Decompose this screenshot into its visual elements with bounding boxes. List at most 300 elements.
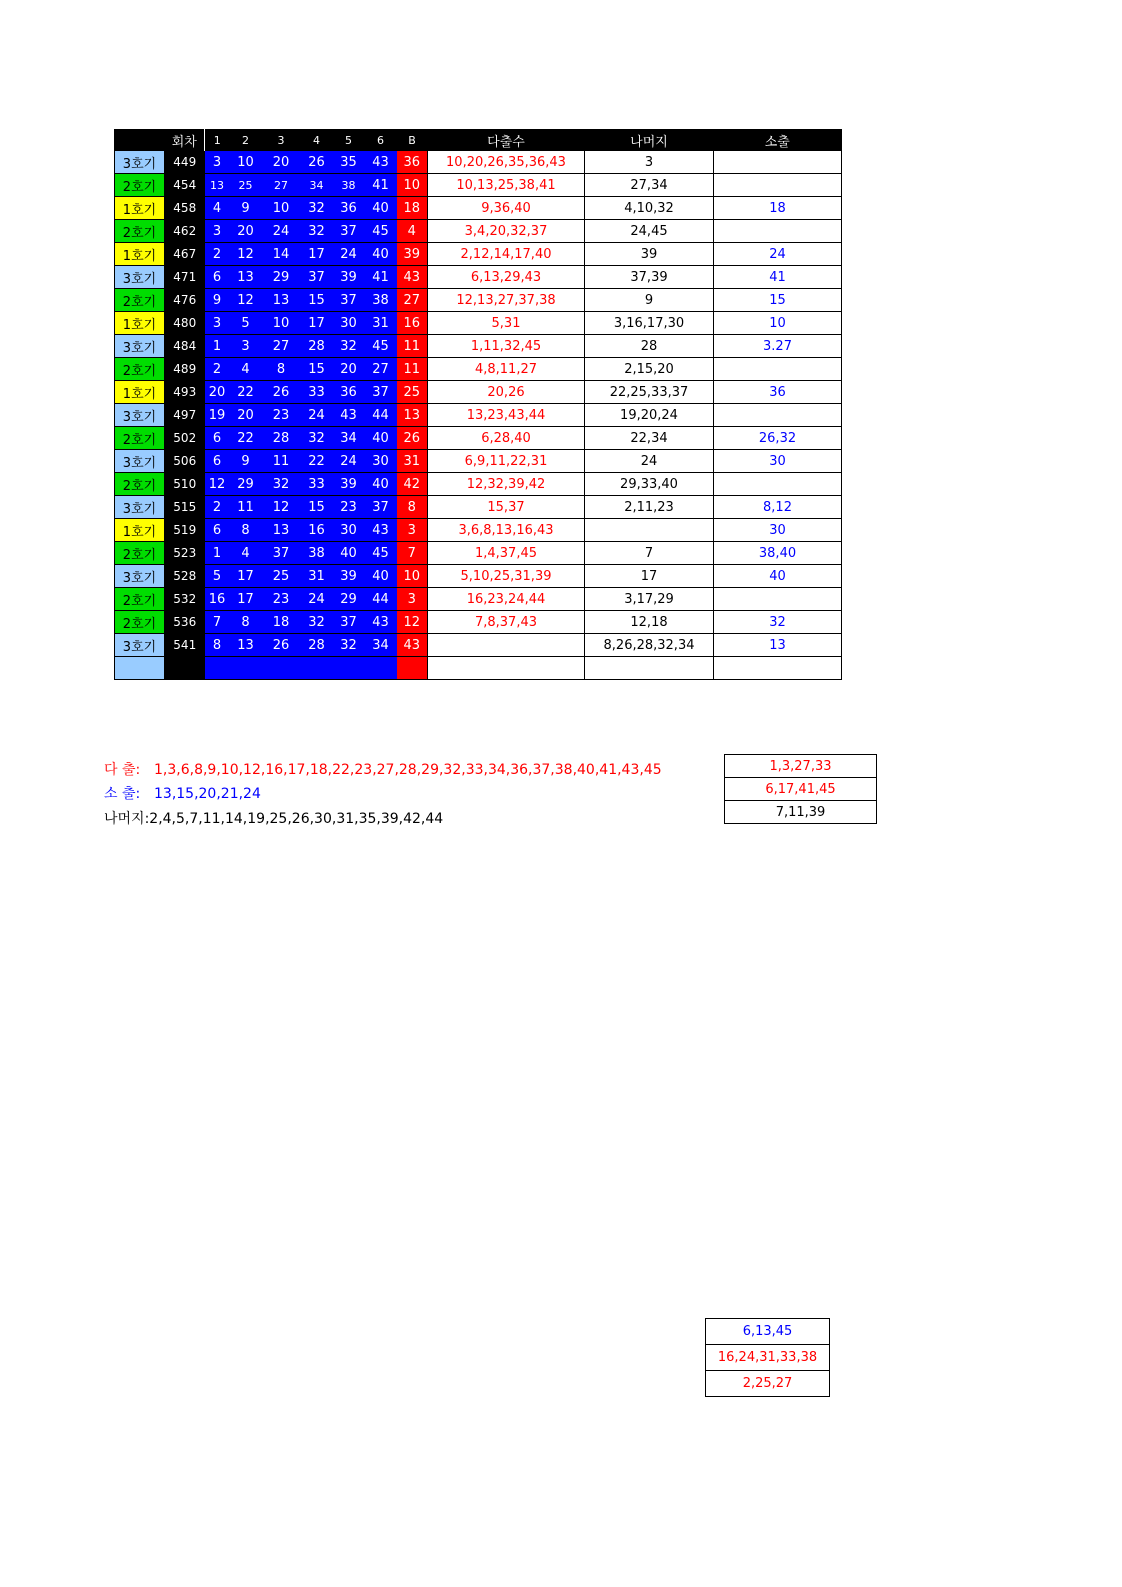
number-cell: 20	[262, 151, 301, 174]
number-cell: 29	[333, 588, 365, 611]
many-cell: 12,32,39,42	[428, 473, 585, 496]
summary-few	[104, 783, 261, 803]
many-cell: 20,26	[428, 381, 585, 404]
number-cell: 37	[333, 220, 365, 243]
many-cell-blank	[428, 657, 585, 680]
number-cell: 22	[230, 381, 262, 404]
box1-line-1: 1,3,27,33	[725, 755, 877, 778]
header-num-1: 1	[205, 130, 230, 152]
number-cell: 33	[301, 381, 333, 404]
many-cell: 5,10,25,31,39	[428, 565, 585, 588]
round-cell: 541	[165, 634, 205, 657]
rest-cell: 24,45	[585, 220, 714, 243]
number-cell: 8	[230, 611, 262, 634]
rest-cell: 4,10,32	[585, 197, 714, 220]
number-cell: 2	[205, 358, 230, 381]
round-cell: 493	[165, 381, 205, 404]
number-cell: 12	[262, 496, 301, 519]
many-cell: 3,6,8,13,16,43	[428, 519, 585, 542]
summary-rest	[104, 808, 443, 828]
few-cell: 13	[714, 634, 842, 657]
header-bonus: B	[397, 130, 428, 152]
number-cell: 29	[230, 473, 262, 496]
few-cell: 32	[714, 611, 842, 634]
table-row	[115, 427, 842, 450]
number-cell: 29	[262, 266, 301, 289]
header-num-6: 6	[365, 130, 397, 152]
number-cell: 12	[205, 473, 230, 496]
rest-cell: 22,25,33,37	[585, 381, 714, 404]
many-cell: 1,4,37,45	[428, 542, 585, 565]
number-cell: 13	[262, 289, 301, 312]
number-cell: 11	[262, 450, 301, 473]
number-cell: 1	[205, 335, 230, 358]
rest-cell: 2,11,23	[585, 496, 714, 519]
many-cell: 4,8,11,27	[428, 358, 585, 381]
number-cell: 38	[333, 174, 365, 197]
many-cell: 12,13,27,37,38	[428, 289, 585, 312]
number-cell: 24	[262, 220, 301, 243]
number-cell: 17	[230, 588, 262, 611]
number-cell: 37	[365, 381, 397, 404]
rest-cell: 17	[585, 565, 714, 588]
number-cell: 34	[333, 427, 365, 450]
number-cell: 25	[230, 174, 262, 197]
number-cell-blank	[262, 657, 301, 680]
round-cell: 528	[165, 565, 205, 588]
machine-cell: 3호기	[115, 151, 165, 174]
round-cell-blank	[165, 657, 205, 680]
summary-many-values: 1,3,6,8,9,10,12,16,17,18,22,23,27,28,29,32,33,34,36,37,38,40,41,43,45	[154, 762, 662, 778]
bonus-cell: 42	[397, 473, 428, 496]
box2-line-3: 2,25,27	[706, 1371, 830, 1397]
rest-cell: 39	[585, 243, 714, 266]
number-cell: 17	[230, 565, 262, 588]
number-cell: 3	[230, 335, 262, 358]
number-cell: 20	[230, 220, 262, 243]
number-cell: 26	[301, 151, 333, 174]
number-cell: 30	[365, 450, 397, 473]
number-cell: 23	[262, 588, 301, 611]
many-cell: 10,13,25,38,41	[428, 174, 585, 197]
bonus-cell: 39	[397, 243, 428, 266]
round-cell: 454	[165, 174, 205, 197]
few-cell: 10	[714, 312, 842, 335]
number-cell: 44	[365, 404, 397, 427]
many-cell: 6,9,11,22,31	[428, 450, 585, 473]
number-cell: 15	[301, 496, 333, 519]
number-cell: 39	[333, 266, 365, 289]
few-cell	[714, 220, 842, 243]
number-cell: 24	[301, 404, 333, 427]
rest-cell: 3,17,29	[585, 588, 714, 611]
number-cell: 32	[301, 220, 333, 243]
table-row	[115, 312, 842, 335]
number-cell: 43	[365, 519, 397, 542]
machine-cell: 3호기	[115, 634, 165, 657]
rest-cell: 8,26,28,32,34	[585, 634, 714, 657]
table-row	[115, 542, 842, 565]
round-cell: 497	[165, 404, 205, 427]
number-cell: 6	[205, 519, 230, 542]
machine-cell: 3호기	[115, 266, 165, 289]
number-cell: 40	[365, 427, 397, 450]
number-cell: 34	[365, 634, 397, 657]
few-cell	[714, 151, 842, 174]
few-cell: 24	[714, 243, 842, 266]
number-cell: 8	[230, 519, 262, 542]
number-cell: 28	[301, 634, 333, 657]
header-few: 소출	[714, 130, 842, 152]
table-row	[115, 519, 842, 542]
number-cell: 37	[333, 289, 365, 312]
bonus-cell: 11	[397, 358, 428, 381]
machine-cell: 2호기	[115, 611, 165, 634]
summary-many-label: 다 출:	[104, 762, 141, 778]
number-cell: 43	[365, 151, 397, 174]
number-cell: 14	[262, 243, 301, 266]
header-num-4: 4	[301, 130, 333, 152]
number-cell: 40	[365, 243, 397, 266]
table-row	[115, 243, 842, 266]
round-cell: 519	[165, 519, 205, 542]
many-cell: 1,11,32,45	[428, 335, 585, 358]
table-row	[115, 335, 842, 358]
table-row	[115, 450, 842, 473]
number-cell: 39	[333, 565, 365, 588]
bonus-cell: 7	[397, 542, 428, 565]
number-cell: 28	[262, 427, 301, 450]
number-cell: 15	[301, 289, 333, 312]
round-cell: 467	[165, 243, 205, 266]
number-cell: 10	[262, 312, 301, 335]
many-cell: 16,23,24,44	[428, 588, 585, 611]
many-cell: 5,31	[428, 312, 585, 335]
few-cell: 3.27	[714, 335, 842, 358]
header-num-2: 2	[230, 130, 262, 152]
machine-cell: 1호기	[115, 519, 165, 542]
bonus-cell: 10	[397, 174, 428, 197]
rest-cell: 19,20,24	[585, 404, 714, 427]
number-cell: 36	[333, 381, 365, 404]
summary-rest-label: 나머지:	[104, 811, 150, 827]
table-row	[115, 151, 842, 174]
number-cell: 37	[301, 266, 333, 289]
candidate-box-1	[724, 754, 877, 824]
number-cell: 2	[205, 496, 230, 519]
header-num-5: 5	[333, 130, 365, 152]
few-cell	[714, 174, 842, 197]
number-cell: 12	[230, 289, 262, 312]
few-cell: 30	[714, 519, 842, 542]
box1-line-3: 7,11,39	[725, 801, 877, 824]
number-cell: 6	[205, 266, 230, 289]
table-row	[115, 496, 842, 519]
number-cell: 13	[262, 519, 301, 542]
machine-cell: 3호기	[115, 404, 165, 427]
rest-cell: 12,18	[585, 611, 714, 634]
number-cell: 24	[301, 588, 333, 611]
round-cell: 484	[165, 335, 205, 358]
number-cell: 38	[365, 289, 397, 312]
candidate-box-2	[705, 1318, 830, 1397]
number-cell: 8	[262, 358, 301, 381]
box2-line-2: 16,24,31,33,38	[706, 1345, 830, 1371]
number-cell: 20	[230, 404, 262, 427]
number-cell: 45	[365, 220, 397, 243]
many-cell	[428, 634, 585, 657]
round-cell: 536	[165, 611, 205, 634]
rest-cell: 9	[585, 289, 714, 312]
round-cell: 502	[165, 427, 205, 450]
many-cell: 10,20,26,35,36,43	[428, 151, 585, 174]
number-cell: 15	[301, 358, 333, 381]
number-cell: 17	[301, 312, 333, 335]
many-cell: 15,37	[428, 496, 585, 519]
machine-cell: 3호기	[115, 450, 165, 473]
round-cell: 506	[165, 450, 205, 473]
machine-cell: 1호기	[115, 197, 165, 220]
number-cell: 41	[365, 266, 397, 289]
number-cell-blank	[205, 657, 230, 680]
rest-cell: 3	[585, 151, 714, 174]
rest-cell	[585, 519, 714, 542]
number-cell: 12	[230, 243, 262, 266]
machine-cell: 2호기	[115, 473, 165, 496]
round-cell: 476	[165, 289, 205, 312]
table-row	[115, 220, 842, 243]
number-cell: 3	[205, 220, 230, 243]
number-cell: 32	[301, 427, 333, 450]
number-cell: 26	[262, 634, 301, 657]
few-cell: 38,40	[714, 542, 842, 565]
round-cell: 523	[165, 542, 205, 565]
number-cell: 13	[230, 266, 262, 289]
number-cell: 40	[365, 565, 397, 588]
number-cell: 18	[262, 611, 301, 634]
machine-cell: 1호기	[115, 243, 165, 266]
number-cell: 16	[205, 588, 230, 611]
number-cell: 25	[262, 565, 301, 588]
many-cell: 9,36,40	[428, 197, 585, 220]
rest-cell: 24	[585, 450, 714, 473]
round-cell: 462	[165, 220, 205, 243]
machine-cell: 2호기	[115, 358, 165, 381]
header-row	[115, 130, 842, 152]
rest-cell-blank	[585, 657, 714, 680]
number-cell: 13	[205, 174, 230, 197]
number-cell: 32	[333, 634, 365, 657]
summary-rest-values: 2,4,5,7,11,14,19,25,26,30,31,35,39,42,44	[149, 811, 444, 827]
number-cell: 9	[230, 197, 262, 220]
number-cell: 44	[365, 588, 397, 611]
bonus-cell: 36	[397, 151, 428, 174]
many-cell: 2,12,14,17,40	[428, 243, 585, 266]
number-cell: 40	[365, 473, 397, 496]
table-row	[115, 634, 842, 657]
bonus-cell-blank	[397, 657, 428, 680]
table-row	[115, 588, 842, 611]
number-cell-blank	[333, 657, 365, 680]
number-cell: 34	[301, 174, 333, 197]
number-cell: 24	[333, 243, 365, 266]
round-cell: 449	[165, 151, 205, 174]
number-cell: 27	[262, 335, 301, 358]
few-cell: 30	[714, 450, 842, 473]
number-cell: 37	[365, 496, 397, 519]
number-cell: 32	[301, 611, 333, 634]
few-cell	[714, 358, 842, 381]
number-cell: 23	[262, 404, 301, 427]
bonus-cell: 43	[397, 634, 428, 657]
number-cell: 11	[230, 496, 262, 519]
number-cell: 9	[230, 450, 262, 473]
bonus-cell: 3	[397, 588, 428, 611]
bonus-cell: 27	[397, 289, 428, 312]
bonus-cell: 13	[397, 404, 428, 427]
number-cell: 28	[301, 335, 333, 358]
number-cell: 39	[333, 473, 365, 496]
bonus-cell: 10	[397, 565, 428, 588]
number-cell: 2	[205, 243, 230, 266]
blank-row	[115, 657, 842, 680]
rest-cell: 7	[585, 542, 714, 565]
summary-few-label: 소 출:	[104, 786, 141, 802]
round-cell: 489	[165, 358, 205, 381]
number-cell: 27	[365, 358, 397, 381]
lotto-table	[114, 129, 842, 680]
machine-cell: 2호기	[115, 542, 165, 565]
header-many: 다출수	[428, 130, 585, 152]
bonus-cell: 4	[397, 220, 428, 243]
machine-cell: 3호기	[115, 565, 165, 588]
machine-cell: 2호기	[115, 289, 165, 312]
many-cell: 6,13,29,43	[428, 266, 585, 289]
number-cell: 5	[230, 312, 262, 335]
number-cell: 45	[365, 335, 397, 358]
rest-cell: 29,33,40	[585, 473, 714, 496]
number-cell: 16	[301, 519, 333, 542]
table-row	[115, 565, 842, 588]
table-row	[115, 289, 842, 312]
number-cell: 17	[301, 243, 333, 266]
table-row	[115, 174, 842, 197]
bonus-cell: 3	[397, 519, 428, 542]
round-cell: 510	[165, 473, 205, 496]
few-cell	[714, 473, 842, 496]
machine-cell: 2호기	[115, 427, 165, 450]
table-row	[115, 473, 842, 496]
number-cell: 22	[230, 427, 262, 450]
number-cell: 13	[230, 634, 262, 657]
number-cell: 30	[333, 519, 365, 542]
bonus-cell: 18	[397, 197, 428, 220]
number-cell: 8	[205, 634, 230, 657]
round-cell: 532	[165, 588, 205, 611]
bonus-cell: 8	[397, 496, 428, 519]
few-cell	[714, 588, 842, 611]
few-cell: 40	[714, 565, 842, 588]
few-cell	[714, 404, 842, 427]
number-cell: 33	[301, 473, 333, 496]
number-cell: 9	[205, 289, 230, 312]
many-cell: 13,23,43,44	[428, 404, 585, 427]
number-cell: 20	[333, 358, 365, 381]
rest-cell: 2,15,20	[585, 358, 714, 381]
rest-cell: 37,39	[585, 266, 714, 289]
number-cell: 27	[262, 174, 301, 197]
table-row	[115, 197, 842, 220]
few-cell: 18	[714, 197, 842, 220]
round-cell: 458	[165, 197, 205, 220]
number-cell: 36	[333, 197, 365, 220]
header-num-3: 3	[262, 130, 301, 152]
bonus-cell: 26	[397, 427, 428, 450]
number-cell: 32	[301, 197, 333, 220]
machine-cell: 1호기	[115, 381, 165, 404]
machine-cell: 3호기	[115, 496, 165, 519]
number-cell: 7	[205, 611, 230, 634]
bonus-cell: 16	[397, 312, 428, 335]
number-cell: 23	[333, 496, 365, 519]
number-cell: 10	[262, 197, 301, 220]
number-cell: 31	[365, 312, 397, 335]
header-rest: 나머지	[585, 130, 714, 152]
number-cell: 24	[333, 450, 365, 473]
bonus-cell: 11	[397, 335, 428, 358]
summary-many	[104, 759, 662, 779]
table-row	[115, 381, 842, 404]
few-cell: 41	[714, 266, 842, 289]
bonus-cell: 25	[397, 381, 428, 404]
few-cell: 15	[714, 289, 842, 312]
rest-cell: 22,34	[585, 427, 714, 450]
number-cell: 19	[205, 404, 230, 427]
rest-cell: 27,34	[585, 174, 714, 197]
few-cell: 26,32	[714, 427, 842, 450]
number-cell: 40	[365, 197, 397, 220]
many-cell: 3,4,20,32,37	[428, 220, 585, 243]
number-cell: 10	[230, 151, 262, 174]
machine-cell: 1호기	[115, 312, 165, 335]
number-cell: 1	[205, 542, 230, 565]
number-cell: 32	[333, 335, 365, 358]
bonus-cell: 12	[397, 611, 428, 634]
number-cell: 3	[205, 151, 230, 174]
table-row	[115, 404, 842, 427]
number-cell: 31	[301, 565, 333, 588]
bonus-cell: 31	[397, 450, 428, 473]
number-cell: 20	[205, 381, 230, 404]
box2-line-1: 6,13,45	[706, 1319, 830, 1345]
many-cell: 7,8,37,43	[428, 611, 585, 634]
round-cell: 480	[165, 312, 205, 335]
table-row	[115, 358, 842, 381]
number-cell: 41	[365, 174, 397, 197]
number-cell: 4	[230, 358, 262, 381]
table-row	[115, 266, 842, 289]
number-cell: 40	[333, 542, 365, 565]
table-row	[115, 611, 842, 634]
number-cell: 4	[230, 542, 262, 565]
machine-cell-blank	[115, 657, 165, 680]
number-cell: 3	[205, 312, 230, 335]
few-cell-blank	[714, 657, 842, 680]
number-cell: 38	[301, 542, 333, 565]
number-cell: 37	[333, 611, 365, 634]
machine-cell: 2호기	[115, 588, 165, 611]
number-cell: 6	[205, 427, 230, 450]
